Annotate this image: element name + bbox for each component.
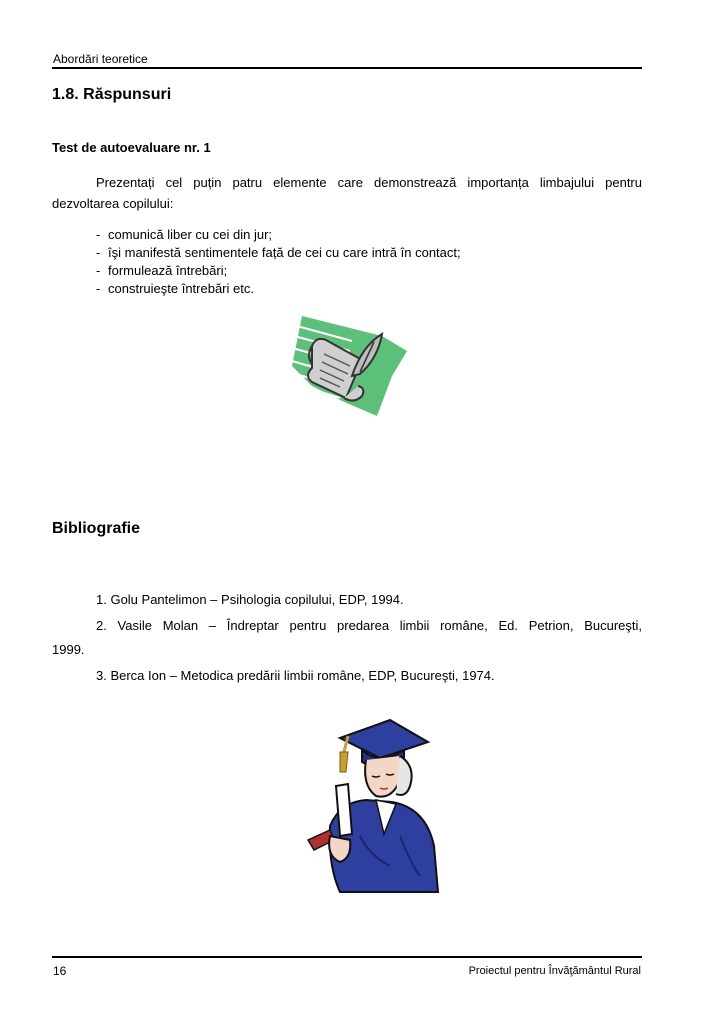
- graduate-clipart: [300, 716, 450, 896]
- bibliography-item: 2. Vasile Molan – Îndreptar pentru predarea limbii române, Ed. Petrion, Bucureşti,: [96, 618, 642, 633]
- answer-item: - îşi manifestă sentimentele față de cei cu care intră în contact;: [96, 244, 461, 262]
- answer-item: - construieşte întrebări etc.: [96, 280, 461, 298]
- bibliography-item: 3. Berca Ion – Metodica predării limbii române, EDP, Bucureşti, 1974.: [96, 668, 495, 683]
- bibliography-item-continuation: 1999.: [52, 642, 85, 657]
- footer-text: Proiectul pentru Învăţământul Rural: [468, 965, 641, 977]
- test-title: Test de autoevaluare nr. 1: [52, 140, 211, 155]
- footer-divider: [52, 956, 642, 958]
- header-divider: [52, 67, 642, 69]
- answer-list: [96, 226, 461, 298]
- test-question: Prezentați cel puțin patru elemente care demonstrează importanța limbajului pentru dezvoltarea copilului:: [52, 175, 642, 211]
- page-number: 16: [53, 964, 67, 978]
- section-title: 1.8. Răspunsuri: [52, 86, 172, 103]
- scroll-quill-clipart: [282, 306, 412, 426]
- answer-item: - comunică liber cu cei din jur;: [96, 226, 461, 244]
- running-header: Abordări teoretice: [53, 52, 148, 66]
- bibliography-item: 1. Golu Pantelimon – Psihologia copilului, EDP, 1994.: [96, 592, 404, 607]
- bibliography-title: Bibliografie: [52, 520, 141, 537]
- answer-item: - formulează întrebări;: [96, 262, 461, 280]
